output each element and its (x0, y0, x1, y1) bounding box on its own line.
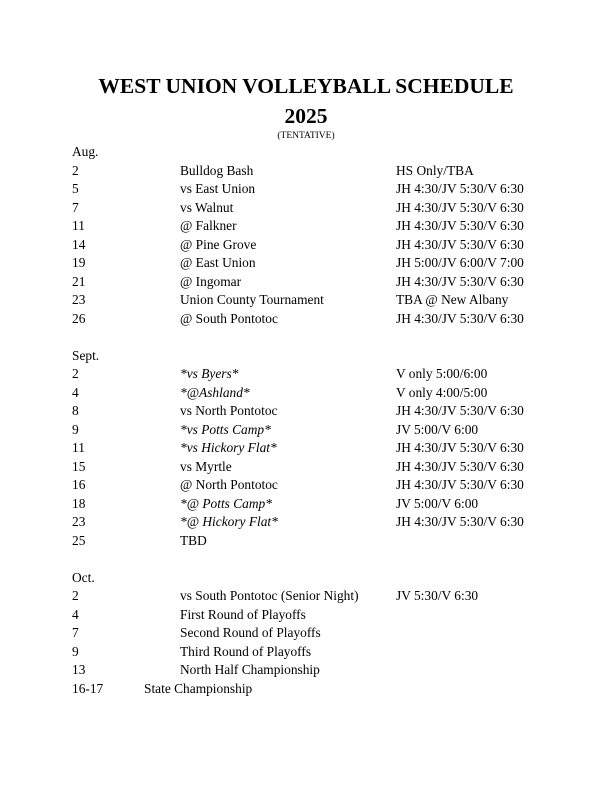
schedule-row (0, 162, 612, 181)
game-event: *vs Hickory Flat* (180, 440, 277, 455)
game-time: JV 5:00/V 6:00 (396, 421, 479, 437)
game-event: vs North Pontotoc (180, 403, 278, 418)
game-date: 26 (72, 310, 86, 326)
game-date: 16 (72, 477, 86, 492)
game-date: 8 (72, 403, 79, 418)
tentative-note: (TENTATIVE) (277, 131, 335, 141)
month-label: Oct. (72, 569, 95, 585)
game-date: 9 (72, 421, 79, 437)
game-event: Third Round of Playoffs (180, 643, 312, 659)
game-date: 5 (72, 181, 79, 196)
schedule-row (0, 606, 612, 625)
game-date: 13 (72, 662, 86, 677)
game-date: 15 (72, 458, 86, 474)
schedule-row (0, 180, 612, 199)
game-time: HS Only/TBA (396, 162, 474, 178)
game-time: JH 4:30/JV 5:30/V 6:30 (396, 514, 524, 529)
game-event: *vs Potts Camp* (180, 421, 271, 437)
game-event: @ Ingomar (180, 273, 242, 289)
game-time: JH 4:30/JV 5:30/V 6:30 (396, 273, 524, 289)
game-date: 9 (72, 643, 79, 659)
schedule-row (0, 365, 612, 384)
game-event: First Round of Playoffs (180, 606, 306, 622)
game-time: V only 5:00/6:00 (396, 366, 488, 381)
game-event: State Championship (144, 680, 253, 696)
month-heading-sept (0, 347, 612, 366)
schedule-row (0, 495, 612, 514)
game-date: 16-17 (72, 680, 104, 696)
game-event: vs Walnut (180, 199, 234, 215)
game-time: JH 4:30/JV 5:30/V 6:30 (396, 199, 524, 215)
game-event: Second Round of Playoffs (180, 625, 321, 640)
schedule-row (0, 680, 612, 699)
schedule-row (0, 624, 612, 643)
schedule-row (0, 439, 612, 458)
game-event: *@Ashland* (180, 384, 250, 400)
schedule-row (0, 236, 612, 255)
game-date: 2 (72, 588, 79, 603)
game-time: JH 4:30/JV 5:30/V 6:30 (396, 218, 524, 233)
game-date: 2 (72, 162, 79, 178)
schedule-row (0, 643, 612, 662)
month-label: Sept. (72, 347, 100, 363)
game-event: @ Pine Grove (180, 236, 257, 252)
game-time: JH 4:30/JV 5:30/V 6:30 (396, 310, 524, 326)
game-date: 11 (72, 218, 85, 233)
game-time: JV 5:00/V 6:00 (396, 495, 479, 511)
schedule-row (0, 532, 612, 551)
game-time: V only 4:00/5:00 (396, 384, 488, 400)
game-event: *@ Hickory Flat* (180, 514, 278, 529)
game-date: 4 (72, 384, 79, 400)
game-date: 23 (72, 514, 86, 529)
game-event: @ North Pontotoc (180, 477, 278, 492)
schedule-row (0, 458, 612, 477)
schedule-row (0, 254, 612, 273)
game-event: North Half Championship (180, 662, 320, 677)
game-event: TBD (180, 532, 207, 548)
game-event: Bulldog Bash (180, 162, 254, 178)
schedule-row (0, 291, 612, 310)
game-event: @ South Pontotoc (180, 310, 278, 326)
game-date: 4 (72, 606, 79, 622)
game-date: 18 (72, 495, 86, 511)
month-heading-oct (0, 569, 612, 588)
schedule-row (0, 402, 612, 421)
game-date: 25 (72, 532, 86, 548)
game-date: 23 (72, 292, 86, 307)
game-time: TBA @ New Albany (396, 292, 509, 307)
game-event: Union County Tournament (180, 292, 324, 307)
schedule-row (0, 513, 612, 532)
schedule-row (0, 661, 612, 680)
schedule-row (0, 217, 612, 236)
schedule-row (0, 310, 612, 329)
game-event: @ Falkner (180, 218, 237, 233)
schedule-row (0, 421, 612, 440)
game-date: 14 (72, 236, 86, 252)
game-event: *@ Potts Camp* (180, 495, 272, 511)
game-time: JH 4:30/JV 5:30/V 6:30 (396, 477, 524, 492)
game-date: 7 (72, 199, 79, 215)
schedule-year: 2025 (284, 104, 328, 128)
game-time: JH 4:30/JV 5:30/V 6:30 (396, 440, 524, 455)
game-time: JH 4:30/JV 5:30/V 6:30 (396, 181, 524, 196)
game-time: JH 4:30/JV 5:30/V 6:30 (396, 403, 524, 418)
schedule-row (0, 476, 612, 495)
game-event: vs Myrtle (180, 458, 232, 474)
game-event: @ East Union (180, 255, 256, 270)
game-time: JH 5:00/JV 6:00/V 7:00 (396, 255, 524, 270)
game-time: JV 5:30/V 6:30 (396, 588, 479, 603)
game-time: JH 4:30/JV 5:30/V 6:30 (396, 458, 524, 474)
month-label: Aug. (72, 144, 99, 159)
game-date: 21 (72, 273, 86, 289)
schedule-row (0, 384, 612, 403)
game-date: 19 (72, 255, 86, 270)
month-heading-aug (0, 143, 612, 162)
game-date: 7 (72, 625, 79, 640)
game-event: vs South Pontotoc (Senior Night) (180, 588, 359, 603)
schedule-row (0, 199, 612, 218)
schedule-row (0, 273, 612, 292)
schedule-row (0, 587, 612, 606)
game-date: 11 (72, 440, 85, 455)
schedule-title: WEST UNION VOLLEYBALL SCHEDULE (98, 74, 514, 98)
game-date: 2 (72, 366, 79, 381)
game-event: *vs Byers* (180, 366, 239, 381)
game-event: vs East Union (180, 181, 256, 196)
game-time: JH 4:30/JV 5:30/V 6:30 (396, 236, 524, 252)
